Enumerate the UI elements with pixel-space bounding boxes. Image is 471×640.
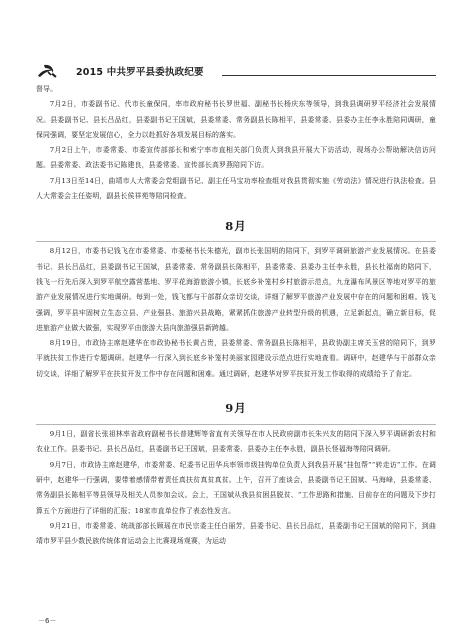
paragraph: 8月12日，市委书记钱飞在市委常委、市委秘书长朱德光，副市长张国明的陪同下，到罗平调研旅游产业发展情况。在县委书记、县长吕品红，县委副书记王国斌，县委常委、常务副县长陈相平，县委常委、县委办主任李永胜，县长杜福南的陪同下，钱飞一行先后深入到罗平航空露营基地、罗平花海游旅游小镇，长底乡补笼村乡村旅游示范点，九龙瀑布风景区等地对罗平的旅游产业发展情况进行实地调研。每到一处，钱飞都与干部群众亲切交谈，详细了解罗平旅游产业发展中存在的问题和困难。钱飞强调，罗平县牢固树立生态立县、产业强县、旅游兴县战略，紧紧抓住旅游产业转型升级的机遇，立足新起点，确立新目标，促进旅游产业做大做强，实现罗平由旅游大县向旅游强县新跨越。 (36, 247, 436, 332)
paragraph: 8月19日，市政协主席赵建华在市政协秘书长黄占贵，县委常委、常务副县长陈相平，县政协副主席关玉营的陪同下，到罗平就扶贫工作进行专题调研。赵建华一行深入到长底乡补笼村美丽家园建设示范点进行实地查看。调研中，赵建华与干部群众亲切交谈，详细了解罗平在扶贫开发工作中存在问题和困难。通过调研，赵建华对罗平扶贫开发工作取得的成绩给予了肯定。 (36, 339, 436, 378)
month-heading-august: 8月 (225, 219, 247, 234)
paragraph: 7月2日，市委副书记、代市长童保同，率市政府秘书长罗世福、副秘书长杨庆东等领导，到我县调研罗平经济社会发展情况。县委副书记、县长吕品红，县委副书记王国斌，县委常委、常务副县长陈相平，县委常委、县委办主任李永胜陪同调研，童保同强调，要坚定发展信心，全力以赴抓好各项发展目标的落实。 (36, 100, 436, 139)
header-rule (222, 75, 436, 76)
section-rule (36, 241, 436, 242)
paragraph-continuation: 督导。 (36, 85, 58, 93)
paragraph: 9月7日，市政协主席赵建华，市委常委、纪委书记田华兵率领市级挂钩单位负责人到我县开展“挂包帮”“转走访”工作。在调研中，赵建华一行强调，要带着感情带着责任真扶贫真贫真贫。上午，召开了座谈会，县委副书记王国斌、马海峰，县委常委、常务副县长陈相平等县领导及相关人员参加会议。会上，王国斌从我县贫困县脱贫、“工作思路和措施、目前存在的问题及下步打算五个方面进行了详细的汇报；18家市直单位作了表态性发言。 (36, 460, 436, 515)
month-heading-september: 9月 (225, 401, 247, 416)
paragraph: 9月1日，副省长张祖林率省政府副秘书长普建辉等省直有关领导在市人民政府副市长朱兴友的陪同下深入罗平调研新农村和农业工作。县委书记、县长吕品红，县委副书记王国斌，县委常委、县委办主任李永胜，副县长怪福海等陪同调研。 (36, 430, 436, 454)
section-rule (36, 424, 436, 425)
paragraph: 7月2日上午，市委常委、市委宣传部部长和索宁率市直相关部门负责人到我县开展大下访活动，现场办公帮助解决信访问题。县委常委、政法委书记陈建良，县委常委、宣传部长高罗燕陪同下访。 (36, 146, 436, 170)
paragraph: 9月21日，市委常委、统战部部长顾瑶在市民宗委主任白丽芳，县委书记、县长吕品红，县委副书记王国斌的陪同下，到曲靖市罗平县少数民族传统体育运动会上比赛现场观赛，为运动 (36, 521, 436, 546)
header-title: 2015 中共罗平县委执政纪要 (76, 67, 204, 78)
party-emblem-icon (36, 62, 58, 78)
paragraph: 7月13日至14日，曲靖市人大常委会党组副书记、副主任马宝功率检查组对我县贯彻实施《劳动法》情况进行执法检查。县人大常委会主任姿明，副县长侯祥苑等陪同检查。 (36, 176, 436, 201)
page-header (0, 0, 471, 82)
page-content (36, 82, 436, 549)
page-number: －6－ (38, 617, 57, 625)
